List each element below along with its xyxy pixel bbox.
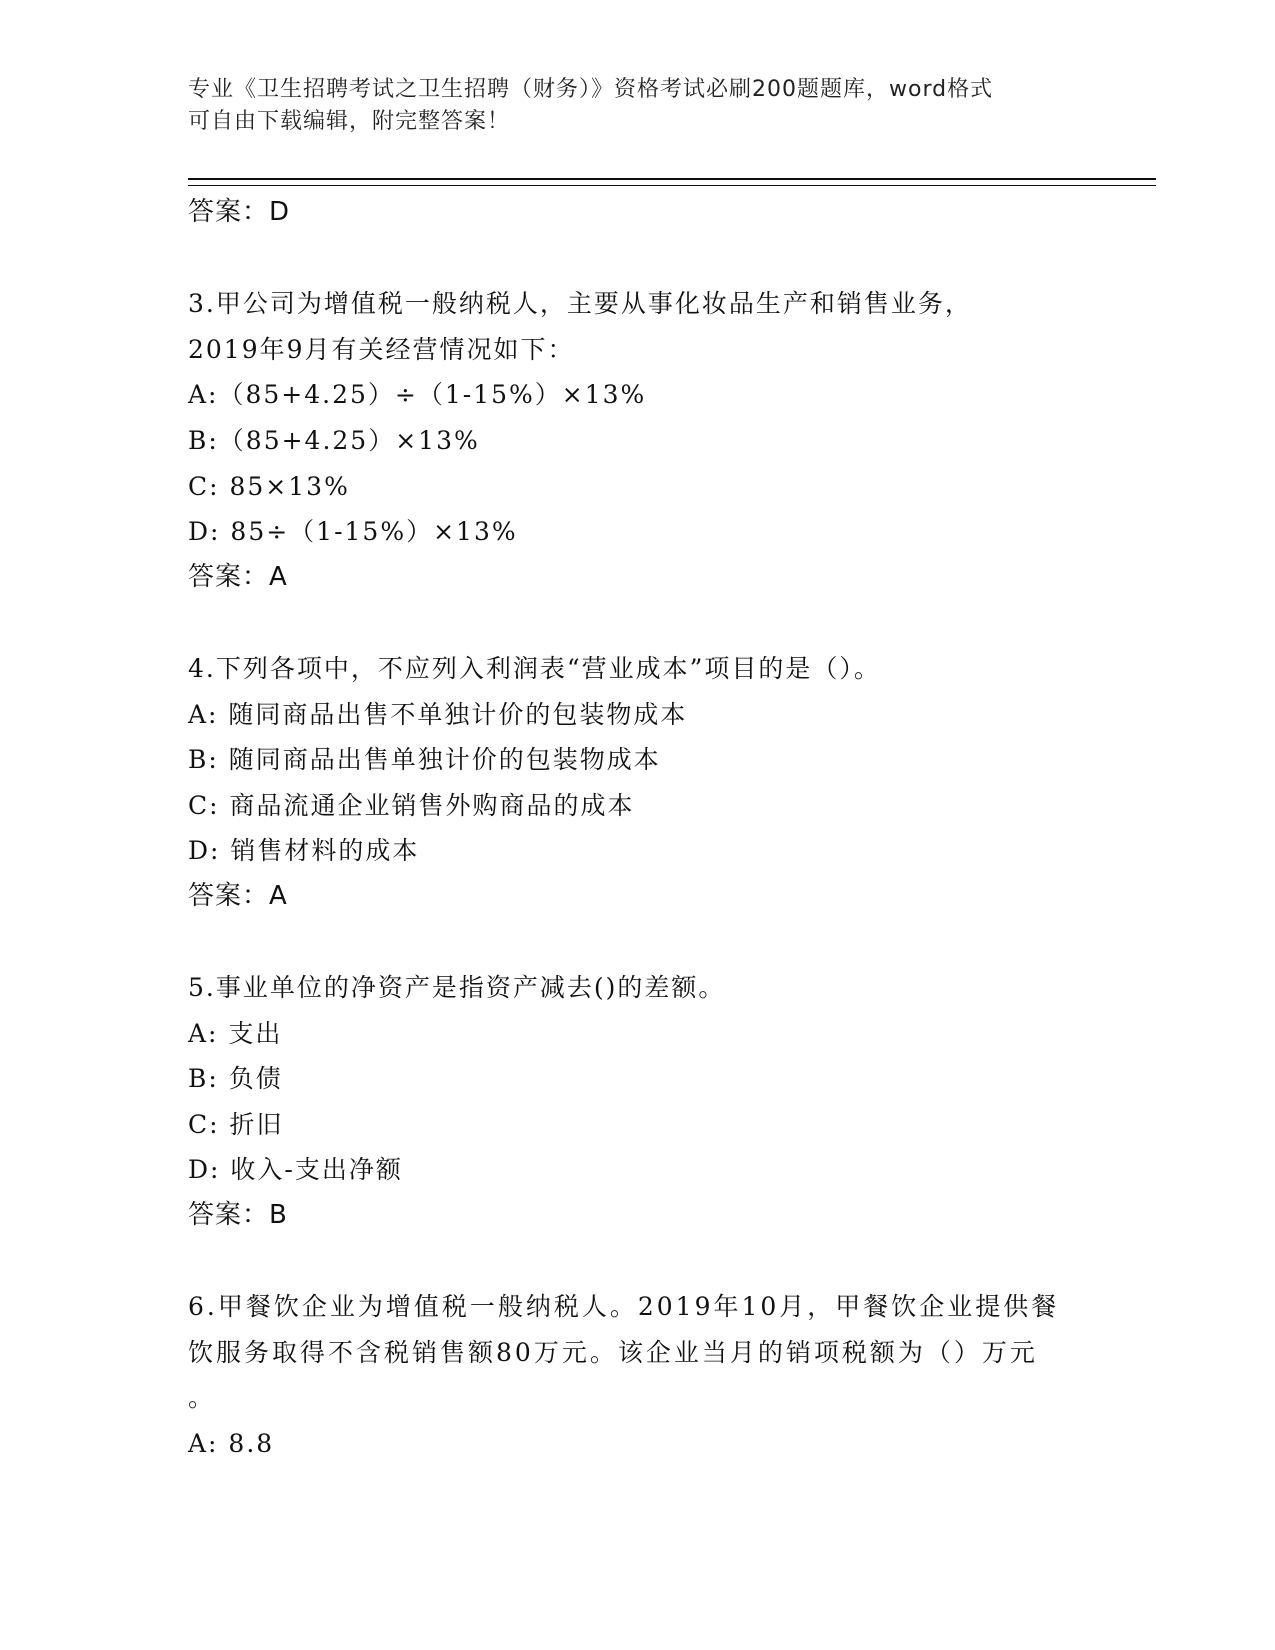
option-b: B:（85+4.25）×13% xyxy=(188,425,480,455)
question-stem-line: 6.甲餐饮企业为增值税一般纳税人。2019年10月，甲餐饮企业提供餐 xyxy=(188,1292,1060,1322)
spacer xyxy=(188,920,1088,966)
option-d: D: 85÷（1-15%）×13% xyxy=(188,517,518,547)
option-a: A: 支出 xyxy=(188,1018,283,1048)
question-5 xyxy=(188,965,1088,1239)
answer: 答案：B xyxy=(188,1200,288,1231)
spacer xyxy=(188,1239,1088,1285)
question-stem-line: 3.甲公司为增值税一般纳税人，主要从事化妆品生产和销售业务， xyxy=(188,289,972,319)
previous-answer: 答案：D xyxy=(188,197,291,227)
answer: 答案：A xyxy=(188,880,288,911)
option-b: B: 随同商品出售单独计价的包装物成本 xyxy=(188,745,661,775)
option-a: A: 8.8 xyxy=(188,1429,275,1459)
spacer xyxy=(188,600,1088,646)
option-a: A:（85+4.25）÷（1-15%）×13% xyxy=(188,380,647,410)
question-stem-line: 。 xyxy=(188,1383,216,1413)
question-stem-line: 5.事业单位的净资产是指资产减去()的差额。 xyxy=(188,973,726,1003)
option-c: C: 商品流通企业销售外购商品的成本 xyxy=(188,790,635,820)
question-3 xyxy=(188,281,1088,600)
option-d: D: 收入-支出净额 xyxy=(188,1155,403,1185)
question-stem-line: 4.下列各项中，不应列入利润表“营业成本”项目的是（）。 xyxy=(188,653,881,683)
header-line-1: 专业《卫生招聘考试之卫生招聘（财务）》资格考试必刷200题题库，word格式 xyxy=(188,77,994,102)
question-stem-line: 饮服务取得不含税销售额80万元。该企业当月的销项税额为（）万元 xyxy=(188,1337,1038,1367)
option-c: C: 85×13% xyxy=(188,471,350,501)
page-header xyxy=(188,74,1088,138)
spacer xyxy=(188,236,1088,282)
option-d: D: 销售材料的成本 xyxy=(188,836,420,866)
question-6 xyxy=(188,1284,1088,1466)
question-4 xyxy=(188,646,1088,920)
question-list xyxy=(188,190,1088,1467)
question-stem-line: 2019年9月有关经营情况如下： xyxy=(188,334,575,364)
answer: 答案：A xyxy=(188,561,288,592)
option-a: A: 随同商品出售不单独计价的包装物成本 xyxy=(188,699,688,729)
header-line-2: 可自由下载编辑，附完整答案！ xyxy=(188,109,511,134)
option-c: C: 折旧 xyxy=(188,1109,284,1139)
option-b: B: 负债 xyxy=(188,1064,283,1094)
header-divider xyxy=(188,178,1156,186)
